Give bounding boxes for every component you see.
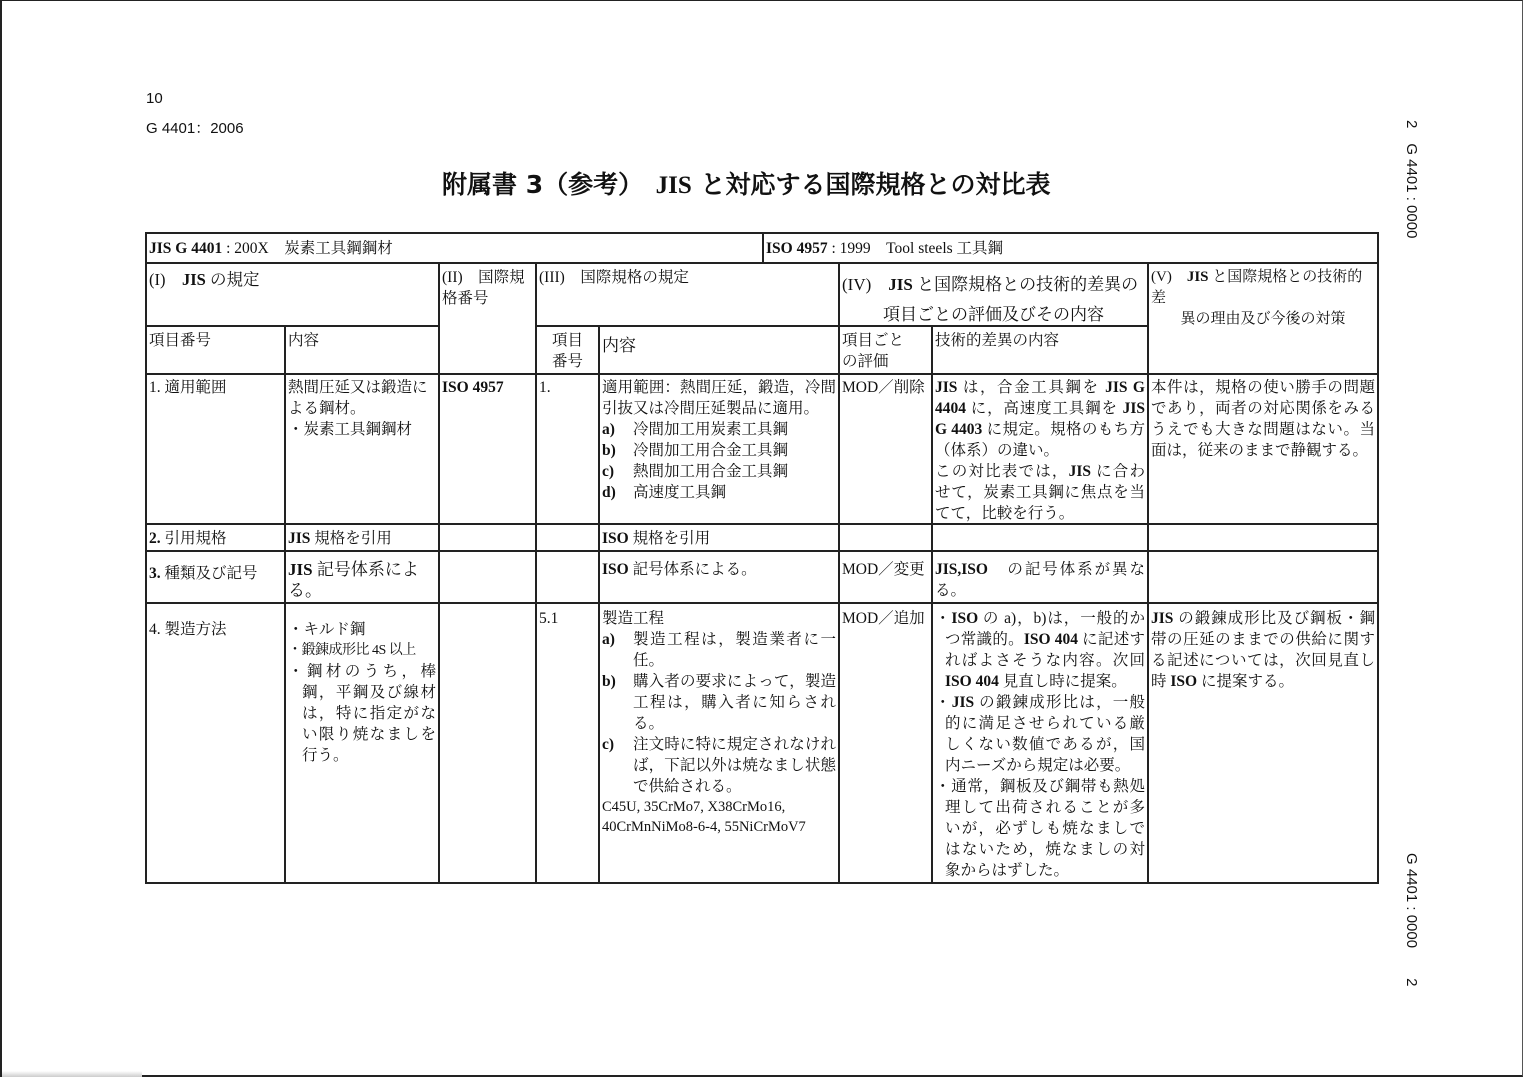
text: この対比表では， xyxy=(935,463,1069,480)
section-iii-text: 国際規格の規定 xyxy=(580,269,689,286)
row1-tech-diff xyxy=(932,375,1147,524)
row1-intl-no: ISO 4957 xyxy=(442,379,504,396)
bullet: ・ xyxy=(935,694,952,711)
text: の a)，b)は，一般的かつ常識的。 xyxy=(945,610,1145,648)
col-tech-diff: 技術的差異の内容 xyxy=(935,332,1060,349)
section-iv-num: (IV) xyxy=(842,275,872,294)
row2-iso-content xyxy=(599,526,838,549)
col-jis-content: 内容 xyxy=(288,332,320,349)
iso-title: : 1999 Tool steels 工具鋼 xyxy=(827,240,1004,257)
bold-text: JIS xyxy=(288,530,311,547)
text: に提案する。 xyxy=(1197,673,1294,690)
section-iii-header xyxy=(536,265,838,288)
text: 記号体系による。 xyxy=(628,561,757,578)
title-prefix: 附属書 3（参考） xyxy=(442,170,631,199)
jis-standard-header xyxy=(146,236,762,262)
side-label-top-number: 2 xyxy=(1403,120,1420,129)
section-ii-num: (II) xyxy=(442,269,463,286)
title-suffix: と対応する国際規格との対比表 xyxy=(691,170,1051,199)
side-label-bottom-text: G 4401 : 0000 xyxy=(1403,853,1420,949)
section-i-num: (I) xyxy=(149,270,166,289)
section-v-num: (V) xyxy=(1151,269,1172,285)
row4-iso-content xyxy=(599,606,838,837)
bold-text: ISO 404 xyxy=(945,673,999,690)
item-text: 購入者の要求によって，製造工程は，購入者に知らされる。 xyxy=(633,673,836,732)
item-label: c) xyxy=(602,736,615,753)
item-label: a) xyxy=(602,421,615,438)
bold-text: JIS xyxy=(288,560,313,579)
col-jis-item-no: 項目番号 xyxy=(149,332,212,349)
page-shadow xyxy=(2,1071,142,1077)
page-number: 10 xyxy=(146,90,163,107)
row4-jis-content xyxy=(285,617,438,766)
section-iii-num: (III) xyxy=(539,269,565,286)
item-text: 製造工程は，製造業者に一任。 xyxy=(633,631,836,669)
row4-jis-line1: ・キルド鋼 xyxy=(288,621,366,638)
document-id: G 4401：2006 xyxy=(146,120,244,137)
bold-text: JIS xyxy=(935,379,958,396)
row4-iso-item-b xyxy=(602,671,836,734)
col-evaluation-1: 項目ごと xyxy=(842,332,905,349)
text: に規定。規格のもち方（体系）の違い。 xyxy=(935,421,1145,459)
row2-item-num: 2. xyxy=(149,530,161,547)
col-iso-item-no xyxy=(536,328,598,372)
iso-standard-header xyxy=(763,236,1377,262)
row1-iso-item-b xyxy=(602,440,836,461)
title-latin: JIS xyxy=(655,172,692,199)
section-iv-line2: 項目ごとの評価及びその内容 xyxy=(883,305,1104,324)
text: の鍛錬成形比及び鋼板・鋼帯の圧延のままでの供給に関する記述については，次回見直し時 xyxy=(1151,610,1375,690)
item-label: d) xyxy=(602,484,616,501)
text: に記述すればよさそうな内容。次回 xyxy=(945,631,1145,669)
row1-jis-line2: よる鋼材。 xyxy=(288,400,366,417)
row4-item-num: 4. xyxy=(149,621,161,638)
text: 規格を引用 xyxy=(310,530,392,547)
page-title xyxy=(442,165,1050,201)
bold-text: JIS G 4404 xyxy=(935,379,1145,417)
text: の鍛錬成形比は，一般的に満足させられている厳しくない数値であるが，国内ニーズから規定は必要。 xyxy=(945,694,1145,774)
row2-jis-item xyxy=(146,526,284,549)
section-i-bold: JIS xyxy=(181,270,206,289)
bold-text: JIS xyxy=(951,694,975,711)
item-text: 注文時に特に規定されなければ，下記以外は焼なまし状態で供給される。 xyxy=(633,736,836,795)
bold-text: ISO xyxy=(602,561,629,578)
row3-jis-content xyxy=(285,557,438,601)
item-text: 高速度工具鋼 xyxy=(633,484,727,501)
text: に合わせて，炭素工具鋼に焦点を当てて，比較を行う。 xyxy=(935,463,1145,522)
item-label: b) xyxy=(602,673,616,690)
bold-text: JIS xyxy=(1151,610,1174,627)
row1-iso-item-d xyxy=(602,482,836,503)
row1-iso-item: 1. xyxy=(539,379,551,396)
row3-item-label: 種類及び記号 xyxy=(164,565,258,582)
section-i-text: の規定 xyxy=(205,270,260,289)
jis-title: : 200X 炭素工具鋼鋼材 xyxy=(222,240,393,257)
row1-evaluation: MOD／削除 xyxy=(842,379,925,396)
row1-item-label: 適用範囲 xyxy=(164,379,227,396)
bold-text: JIS G 4403 xyxy=(935,400,1145,438)
section-iv-header xyxy=(839,268,1147,330)
section-v-header xyxy=(1148,265,1377,330)
text: に，高速度工具鋼を xyxy=(966,400,1123,417)
row1-iso-intro: 適用範囲：熱間圧延，鍛造，冷間引抜又は冷間圧延製品に適用。 xyxy=(602,379,836,417)
text: 記号体系による。 xyxy=(288,560,419,600)
row4-item-label: 製造方法 xyxy=(164,621,227,638)
row2-item-label: 引用規格 xyxy=(164,530,227,547)
item-text: 冷間加工用炭素工具鋼 xyxy=(633,421,789,438)
row1-jis-item xyxy=(146,375,284,398)
row1-iso-item-a xyxy=(602,419,836,440)
row1-iso-content xyxy=(599,375,838,503)
item-text: 熱間加工用合金工具鋼 xyxy=(633,463,789,480)
row1-jis-line1: 熱間圧延又は鍛造に xyxy=(288,379,428,396)
row3-item-num: 3. xyxy=(149,565,161,582)
row3-jis-item xyxy=(146,561,284,584)
section-iv-bold: JIS xyxy=(888,275,913,294)
section-i-header xyxy=(146,267,438,290)
side-label-top-text: G 4401 : 0000 xyxy=(1403,143,1420,239)
row1-iso-item-c xyxy=(602,461,836,482)
bold-text: ISO xyxy=(1170,673,1198,690)
section-v-bold: JIS xyxy=(1186,269,1209,285)
row4-iso-grades: C45U, 35CrMo7, X38CrMo16, 40CrMnNiMo8-6-4, 55NiCrMoV7 xyxy=(602,799,806,835)
side-label-top xyxy=(1401,120,1422,238)
row3-iso-content xyxy=(599,557,838,580)
row4-jis-item xyxy=(146,617,284,640)
side-label-bottom xyxy=(1401,853,1422,986)
row4-jis-line2: ・鍛錬成形比 4S 以上 xyxy=(288,643,416,658)
section-v-line2: 異の理由及び今後の対策 xyxy=(1180,311,1346,327)
row3-evaluation: MOD／変更 xyxy=(842,561,925,578)
item-label: c) xyxy=(602,463,615,480)
section-iv-text: と国際規格との技術的差異の xyxy=(912,275,1139,294)
row3-tech-diff xyxy=(932,557,1147,601)
item-label: b) xyxy=(602,442,616,459)
row2-jis-content xyxy=(285,526,438,549)
text: 見直し時に提案。 xyxy=(998,673,1127,690)
row4-iso-item-c xyxy=(602,734,836,797)
bold-text: ISO xyxy=(602,530,629,547)
text: の記号体系が異なる。 xyxy=(935,561,1145,599)
bold-text: ISO xyxy=(951,610,979,627)
col-iso-content: 内容 xyxy=(602,336,636,355)
col-evaluation xyxy=(839,328,931,372)
row1-jis-line3: ・炭素工具鋼鋼材 xyxy=(288,421,413,438)
section-v-text: と国際規格との技術的差 xyxy=(1151,269,1363,306)
row1-item-num: 1. xyxy=(149,379,161,396)
bold-text: JIS xyxy=(1068,463,1091,480)
row4-iso-item: 5.1 xyxy=(539,610,559,627)
section-ii-text: 国際規格番号 xyxy=(442,269,525,307)
bold-text: ISO 404 xyxy=(1023,631,1078,648)
text: は，合金工具鋼を xyxy=(957,379,1106,396)
row1-jis-content xyxy=(285,375,438,440)
item-text: 冷間加工用合金工具鋼 xyxy=(633,442,789,459)
row4-tech-diff xyxy=(932,606,1147,881)
col-evaluation-2: の評価 xyxy=(842,353,889,370)
row1-reason: 本件は，規格の使い勝手の問題であり，両者の対応関係をみるうえでも大きな問題はない。当面は，従来のままで静観する。 xyxy=(1151,379,1375,459)
side-label-bottom-number: 2 xyxy=(1403,978,1420,987)
col-iso-item-no-2: 番号 xyxy=(551,353,583,370)
row4-iso-item-a xyxy=(602,629,836,671)
item-label: a) xyxy=(602,631,615,648)
jis-code: JIS G 4401 xyxy=(149,240,223,257)
iso-code: ISO 4957 xyxy=(766,240,828,257)
row4-jis-line3: ・鋼材のうち，棒鋼，平鋼及び線材は，特に指定がない限り焼なましを行う。 xyxy=(288,663,436,764)
row4-evaluation: MOD／追加 xyxy=(842,610,925,627)
row4-iso-intro: 製造工程 xyxy=(602,610,665,627)
section-ii-header xyxy=(439,265,535,309)
text: 規格を引用 xyxy=(628,530,711,547)
bullet: ・ xyxy=(935,610,952,627)
bold-text: JIS,ISO xyxy=(935,561,988,578)
row4-reason xyxy=(1148,606,1377,692)
row4-tech-diff-b3: ・通常，鋼板及び鋼帯も熱処理して出荷されることが多いが，必ずしも焼なましではないため，焼なましの対象からはずした。 xyxy=(935,778,1145,879)
col-iso-item-no-1: 項目 xyxy=(551,332,583,349)
